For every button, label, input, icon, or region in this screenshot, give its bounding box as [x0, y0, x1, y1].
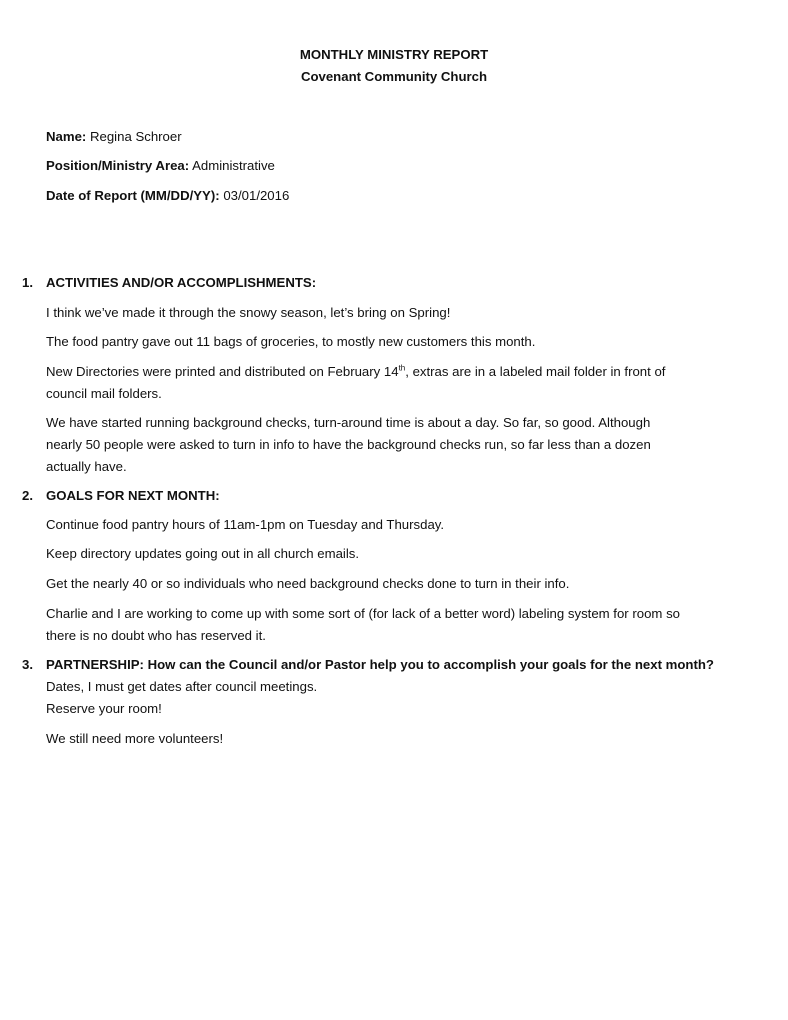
s1-paragraph-3-line-1 — [46, 361, 746, 383]
section-1-title: ACTIVITIES AND/OR ACCOMPLISHMENTS: — [46, 275, 317, 290]
s3-paragraph-3: We still need more volunteers! — [46, 731, 224, 746]
section-3-title: PARTNERSHIP: How can the Council and/or Pastor help you to accomplish your goals for the next month? — [46, 657, 714, 672]
s1-paragraph-3 — [46, 361, 746, 405]
s1-paragraph-3-line-2: council mail folders. — [46, 386, 162, 401]
s1-paragraph-2: The food pantry gave out 11 bags of groceries, to mostly new customers this month. — [46, 334, 536, 349]
section-3-heading — [22, 654, 714, 676]
s1-p3-text-a: New Directories were printed and distributed on February 14 — [46, 364, 399, 379]
s1-p3-superscript: th — [398, 363, 406, 373]
name-label: Name: — [46, 129, 87, 144]
s2-paragraph-4-line-2: there is no doubt who has reserved it. — [46, 628, 266, 643]
date-value: 03/01/2016 — [223, 188, 290, 203]
date-label: Date of Report (MM/DD/YY): — [46, 188, 220, 203]
section-1-number: 1. — [22, 275, 33, 290]
s2-paragraph-4-line-1: Charlie and I are working to come up with some sort of (for lack of a better word) labeling system for room so — [46, 606, 680, 621]
s3-paragraph-2: Reserve your room! — [46, 701, 162, 716]
position-label: Position/Ministry Area: — [46, 158, 190, 173]
section-2-title: GOALS FOR NEXT MONTH: — [46, 488, 220, 503]
name-field — [46, 126, 182, 148]
s2-paragraph-1: Continue food pantry hours of 11am-1pm on Tuesday and Thursday. — [46, 517, 445, 532]
position-field — [46, 155, 275, 177]
s1-paragraph-1: I think we’ve made it through the snowy season, let’s bring on Spring! — [46, 305, 451, 320]
s3-paragraph-1: Dates, I must get dates after council meetings. — [46, 679, 318, 694]
church-name: Covenant Community Church — [300, 69, 488, 84]
s1-paragraph-4-line-3: actually have. — [46, 459, 127, 474]
s1-paragraph-4-line-2: nearly 50 people were asked to turn in info to have the background checks run, so far less than a dozen — [46, 437, 651, 452]
s2-paragraph-2: Keep directory updates going out in all church emails. — [46, 546, 360, 561]
s1-paragraph-4 — [46, 412, 746, 478]
report-title: MONTHLY MINISTRY REPORT — [299, 47, 489, 62]
section-3-number: 3. — [22, 657, 33, 672]
position-value: Administrative — [192, 158, 275, 173]
s1-p3-text-b: , extras are in a labeled mail folder in front of — [405, 364, 666, 379]
s2-paragraph-3: Get the nearly 40 or so individuals who need background checks done to turn in their info. — [46, 576, 570, 591]
s2-paragraph-4 — [46, 603, 746, 647]
section-2-number: 2. — [22, 488, 33, 503]
s1-paragraph-4-line-1: We have started running background checks, turn-around time is about a day. So far, so good. Although — [46, 415, 651, 430]
section-1-heading — [22, 272, 316, 294]
date-field — [46, 185, 289, 207]
section-2-heading — [22, 485, 220, 507]
name-value: Regina Schroer — [89, 129, 182, 144]
